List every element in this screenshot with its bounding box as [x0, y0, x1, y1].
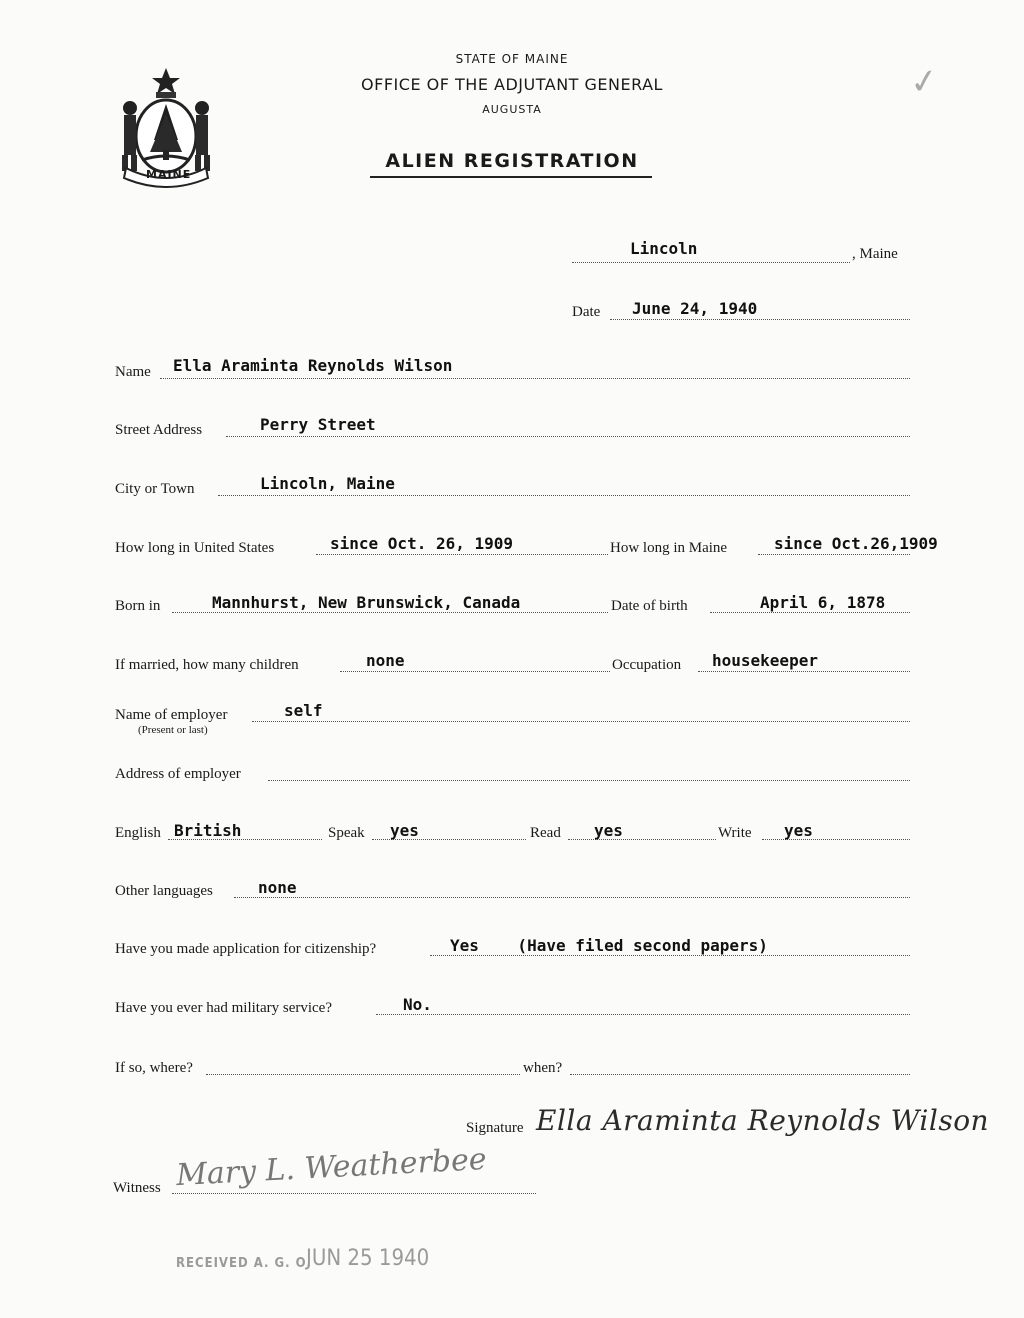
- read-line: [568, 838, 716, 840]
- employer-line: [252, 720, 910, 722]
- street-label: Street Address: [115, 422, 203, 438]
- where-label: If so, where?: [115, 1060, 193, 1076]
- title-underline: [370, 176, 652, 178]
- occupation-line: [698, 670, 910, 672]
- military-value: No.: [403, 995, 432, 1014]
- how-long-maine-line: [758, 553, 910, 555]
- employer-value: self: [284, 701, 323, 720]
- date-label: Date: [572, 304, 601, 320]
- city-value: Lincoln, Maine: [260, 474, 395, 493]
- when-line: [570, 1073, 910, 1075]
- born-in-label: Born in: [115, 598, 161, 614]
- employer-label: Name of employer: [115, 707, 228, 723]
- city-line: [218, 494, 910, 496]
- how-long-maine-label: How long in Maine: [610, 540, 728, 556]
- dob-value: April 6, 1878: [760, 593, 886, 612]
- how-long-us-value: since Oct. 26, 1909: [330, 534, 514, 553]
- born-in-value: Mannhurst, New Brunswick, Canada: [212, 593, 521, 612]
- street-value: Perry Street: [260, 415, 376, 434]
- street-line: [226, 435, 910, 437]
- speak-value: yes: [390, 821, 419, 840]
- occupation-value: housekeeper: [712, 651, 818, 670]
- dob-label: Date of birth: [611, 598, 688, 614]
- other-languages-value: none: [258, 878, 297, 897]
- other-languages-line: [234, 896, 910, 898]
- how-long-us-label: How long in United States: [115, 540, 275, 556]
- employer-address-label: Address of employer: [115, 766, 241, 782]
- seal-text: MAINE: [146, 168, 192, 181]
- occupation-label: Occupation: [612, 657, 682, 673]
- english-value: British: [174, 821, 242, 840]
- witness-value: Mary L. Weatherbee: [175, 1141, 488, 1194]
- form-title: ALIEN REGISTRATION: [385, 150, 639, 172]
- employer-address-line: [268, 779, 910, 781]
- write-label: Write: [718, 825, 752, 841]
- when-label: when?: [523, 1060, 563, 1076]
- town-suffix: , Maine: [852, 246, 898, 262]
- date-value: June 24, 1940: [632, 299, 758, 318]
- english-label: English: [115, 825, 161, 841]
- read-label: Read: [530, 825, 561, 841]
- town-value: Lincoln: [630, 239, 698, 258]
- name-line: [160, 377, 910, 379]
- header-state: STATE OF MAINE: [455, 52, 569, 66]
- received-stamp: RECEIVED A. G. O.: [176, 1256, 312, 1271]
- read-value: yes: [594, 821, 623, 840]
- other-languages-label: Other languages: [115, 883, 213, 899]
- city-label: City or Town: [115, 481, 195, 497]
- children-label: If married, how many children: [115, 657, 299, 673]
- employer-sublabel: (Present or last): [138, 724, 208, 736]
- header-office: OFFICE OF THE ADJUTANT GENERAL: [361, 75, 663, 94]
- check-mark: ✓: [907, 62, 942, 103]
- witness-line: [172, 1192, 536, 1194]
- how-long-maine-value: since Oct.26,1909: [774, 534, 938, 553]
- where-line: [206, 1073, 520, 1075]
- town-line: [572, 261, 850, 263]
- name-value: Ella Araminta Reynolds Wilson: [173, 356, 453, 375]
- how-long-us-line: [316, 553, 608, 555]
- witness-label: Witness: [113, 1180, 161, 1196]
- children-value: none: [366, 651, 405, 670]
- military-label: Have you ever had military service?: [115, 1000, 332, 1016]
- signature-value: Ella Araminta Reynolds Wilson: [536, 1104, 990, 1137]
- signature-label: Signature: [466, 1120, 524, 1136]
- speak-label: Speak: [328, 825, 365, 841]
- citizenship-label: Have you made application for citizenship?: [115, 941, 377, 957]
- date-line: [610, 318, 910, 320]
- military-line: [376, 1013, 910, 1015]
- write-value: yes: [784, 821, 813, 840]
- header-city: AUGUSTA: [482, 103, 542, 116]
- children-line: [340, 670, 610, 672]
- name-label: Name: [115, 364, 151, 380]
- citizenship-value: Yes (Have filed second papers): [450, 936, 768, 955]
- received-date: JUN 25 1940: [306, 1246, 430, 1271]
